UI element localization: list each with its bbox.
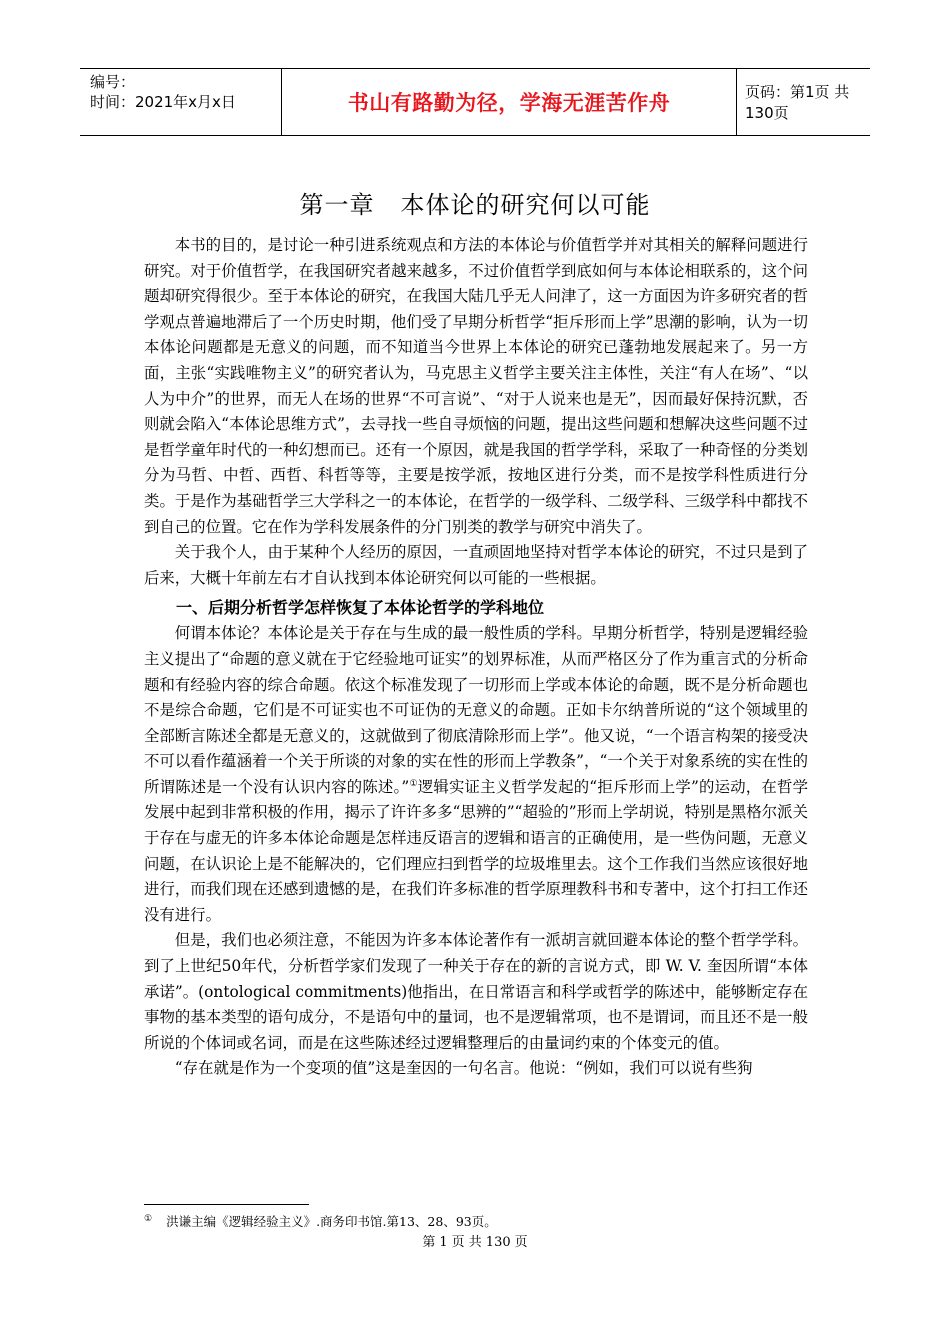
paragraph: 本书的目的，是讨论一种引进系统观点和方法的本体论与价值哲学并对其相关的解释问题进行研究。对于价值哲学，在我国研究者越来越多，不过价值哲学到底如何与本体论相联系的，这个问题却研究得很少。至于本体论的研究，在我国大陆几乎无人问津了，这一方面因为许多研究者的哲学观点普遍地滞后了一个历史时期，他们受了早期分析哲学“拒斥形而上学”思潮的影响，认为一切本体论问题都是无意义的问题，而不知道当今世界上本体论的研究已蓬勃地发展起来了。另一方面，主张“实践唯物主义”的研究者认为，马克思主义哲学主要关注主体性，关注“有人在场”、“以人为中介”的世界，而无人在场的世界“不可言说”、“对于人说来也是无”，因而最好保持沉默，否则就会陷入“本体论思维方式”，去寻找一些自寻烦恼的问题，提出这些问题和想解决这些问题不过是哲学童年时代的一种幻想而已。还有一个原因，就是我国的哲学学科，采取了一种奇怪的分类划分为马哲、中哲、西哲、科哲等等，主要是按学派，按地区进行分类，而不是按学科性质进行分类。于是作为基础哲学三大学科之一的本体论，在哲学的一级学科、二级学科、三级学科中都找不到自己的位置。它在作为学科发展条件的分门别类的教学与研究中消失了。 [144,236,808,536]
header-page-label: 页码：第1页 共130页 [745,83,850,122]
body-text [144,233,808,1082]
header-meta [80,69,282,135]
paragraph: “存在就是作为一个变项的值”这是奎因的一句名言。他说：“例如，我们可以说有些狗 [174,1059,753,1078]
footnote-reference[interactable]: ① [409,778,418,789]
footer-suffix: 页 [514,1235,528,1250]
time-label: 时间：2021年x月x日 [90,93,236,111]
page-footer [0,1231,950,1250]
paragraph: 但是，我们也必须注意，不能因为许多本体论著作有一派胡言就回避本体论的整个哲学学科。到了上世纪50年代，分析哲学家们发现了一种关于存在的新的言说方式，即 W. V. 奎因所谓“本体承诺”。(ontological commitments)他指出，在日常语言和科学或哲学的陈述中，能够断定存在事物的基本类型的语句成分，不是语句中的量词，也不是逻辑常项，也不是谓词，而且还不是一般所说的个体词或名词，而是在这些陈述经过逻辑整理后的由量词约束的个体变元的值。 [144,931,808,1052]
footnote [144,1212,497,1230]
paragraph-text: 何谓本体论？本体论是关于存在与生成的最一般性质的学科。早期分析哲学，特别是逻辑经验主义提出了“命题的意义就在于它经验地可证实”的划界标准，从而严格区分了作为重言式的分析命题和有经验内容的综合命题。依这个标准发现了一切形而上学或本体论的命题，既不是分析命题也不是综合命题，它们是不可证实也不可证伪的无意义的命题。正如卡尔纳普所说的“这个领域里的全部断言陈述全都是无意义的，这就做到了彻底清除形而上学”。他又说，“一个语言构架的接受决不可以看作蕴涵着一个关于所谈的对象的实在性的形而上学教条”，“一个关于对象系统的实在性的所谓陈述是一个没有认识内容的陈述。” [144,624,808,796]
footer-page-number: 1 [439,1235,448,1250]
footer-mid: 页 共 [451,1235,482,1250]
section-heading: 一、后期分析哲学怎样恢复了本体论哲学的学科地位 [176,598,545,618]
footer-total-pages: 130 [485,1235,511,1250]
footer-prefix: 第 [422,1235,436,1250]
chapter-title [0,185,950,220]
chapter-number: 第一章 [299,191,375,219]
paragraph: 关于我个人，由于某种个人经历的原因，一直顽固地坚持对哲学本体论的研究，不过只是到了后来，大概十年前左右才自认找到本体论研究何以可能的一些根据。 [144,543,808,587]
footnote-divider [144,1204,309,1205]
number-label: 编号： [90,73,136,91]
paragraph-text: 逻辑实证主义哲学发起的“拒斥形而上学”的运动，在哲学发展中起到非常积极的作用，揭示了许许多多“思辨的”“超验的”形而上学胡说，特别是黑格尔派关于存在与虚无的许多本体论命题是怎样违反语言的逻辑和语言的正确使用，是一些伪问题，无意义问题，在认识论上是不能解决的，它们理应扫到哲学的垃圾堆里去。这个工作我们当然应该很好地进行，而我们现在还感到遗憾的是，在我们许多标准的哲学原理教科书和专著中，这个打扫工作还没有进行。 [144,777,808,924]
header-motto: 书山有路勤为径，学海无涯苦作舟 [282,69,737,135]
footnote-mark: ① [144,1213,153,1224]
document-header [80,68,870,136]
chapter-name: 本体论的研究何以可能 [400,191,651,219]
footnote-text: 洪谦主编《逻辑经验主义》.商务印书馆.第13、28、93页。 [166,1214,497,1229]
paragraph [144,621,808,928]
